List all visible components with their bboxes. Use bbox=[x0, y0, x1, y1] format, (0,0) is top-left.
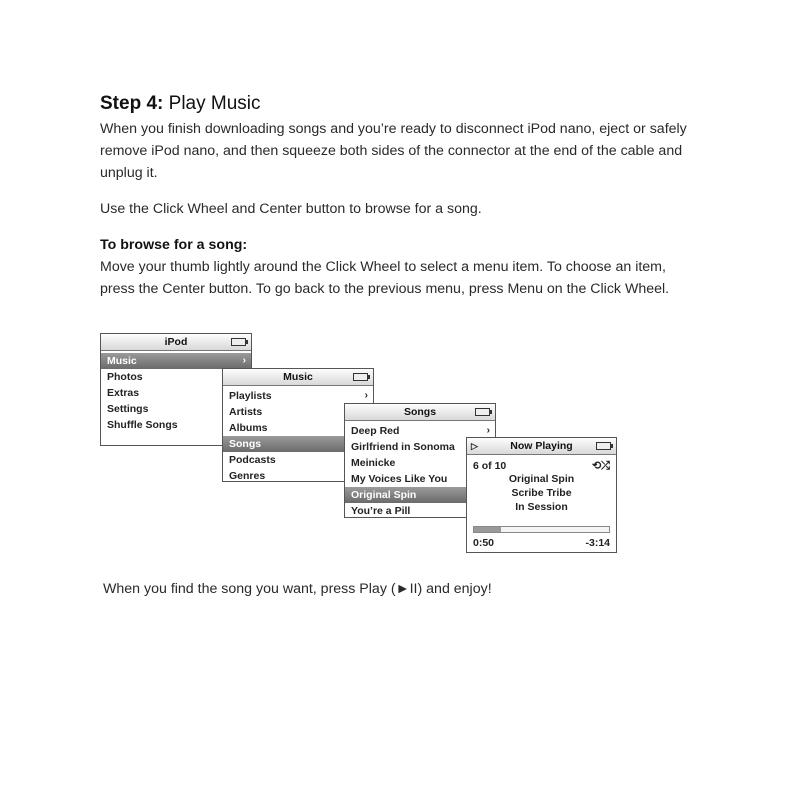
step-number: Step 4: bbox=[100, 93, 164, 114]
song-item-my-voices-like-you[interactable]: My Voices Like You bbox=[351, 473, 448, 485]
play-icon: ▷ bbox=[471, 441, 478, 451]
menu-item-extras[interactable]: Extras bbox=[107, 387, 140, 399]
now-playing-titlebar bbox=[467, 438, 616, 455]
repeat-shuffle-icon: ⟲⤮ bbox=[591, 460, 610, 472]
song-item-meinicke[interactable]: Meinicke bbox=[351, 457, 396, 469]
song-album: In Session bbox=[515, 501, 568, 513]
song-item-deep-red[interactable]: Deep Red › bbox=[351, 425, 490, 437]
disconnect-paragraph: When you finish downloading songs and you’re ready to disconnect iPod nano, eject or safely remove iPod nano, and then squeeze both sides of the connector at the end of the cable and unplug it. bbox=[100, 121, 687, 181]
battery-icon bbox=[353, 373, 368, 381]
elapsed-time: 0:50 bbox=[473, 537, 495, 549]
now-playing-title: Now Playing bbox=[510, 440, 573, 452]
ipod-menu-title: iPod bbox=[164, 336, 188, 348]
track-position: 6 of 10 bbox=[473, 460, 507, 472]
menu-item-songs[interactable]: Songs bbox=[223, 436, 373, 452]
step-title: Play Music bbox=[168, 93, 261, 114]
chevron-right-icon: › bbox=[486, 425, 490, 436]
ipod-menu-titlebar bbox=[101, 334, 251, 351]
browse-instructions: Move your thumb lightly around the Click Wheel to select a menu item. To choose an item, press the Center button. To go back to the previous menu, press Menu on the Click Wheel. bbox=[100, 259, 670, 297]
click-wheel-paragraph: Use the Click Wheel and Center button to browse for a song. bbox=[100, 201, 482, 217]
music-menu-title: Music bbox=[283, 371, 313, 383]
song-item-girlfriend-in-sonoma[interactable]: Girlfriend in Sonoma bbox=[351, 441, 455, 453]
progress-bar[interactable] bbox=[473, 526, 610, 533]
song-artist: Scribe Tribe bbox=[511, 487, 572, 499]
music-menu-titlebar bbox=[223, 369, 373, 386]
menu-item-photos[interactable]: Photos bbox=[107, 371, 143, 383]
menu-item-albums[interactable]: Albums bbox=[229, 422, 268, 434]
songs-menu-titlebar bbox=[345, 404, 495, 421]
song-item-youre-a-pill[interactable]: You’re a Pill bbox=[351, 505, 411, 517]
step-heading bbox=[100, 93, 261, 115]
battery-icon bbox=[231, 338, 246, 346]
menu-item-music[interactable]: Music › bbox=[101, 353, 251, 369]
battery-icon bbox=[475, 408, 490, 416]
remaining-time: -3:14 bbox=[585, 537, 610, 549]
progress-fill bbox=[474, 527, 501, 532]
chevron-right-icon: › bbox=[242, 355, 246, 366]
now-playing-screen bbox=[466, 437, 617, 553]
closing-paragraph: When you find the song you want, press Play (►II) and enjoy! bbox=[103, 581, 492, 597]
battery-icon bbox=[596, 442, 611, 450]
chevron-right-icon: › bbox=[364, 390, 368, 401]
song-info bbox=[467, 472, 616, 514]
menu-item-settings[interactable]: Settings bbox=[107, 403, 149, 415]
menu-item-genres[interactable]: Genres bbox=[229, 470, 266, 482]
songs-menu-title: Songs bbox=[403, 406, 437, 418]
menu-item-playlists[interactable]: Playlists › bbox=[229, 390, 368, 402]
menu-item-shuffle-songs[interactable]: Shuffle Songs bbox=[107, 419, 178, 431]
song-title: Original Spin bbox=[508, 473, 575, 485]
browse-subheading: To browse for a song: bbox=[100, 237, 248, 253]
menu-item-artists[interactable]: Artists bbox=[229, 406, 263, 418]
menu-item-podcasts[interactable]: Podcasts bbox=[229, 454, 276, 466]
song-item-original-spin[interactable]: Original Spin bbox=[345, 487, 495, 503]
